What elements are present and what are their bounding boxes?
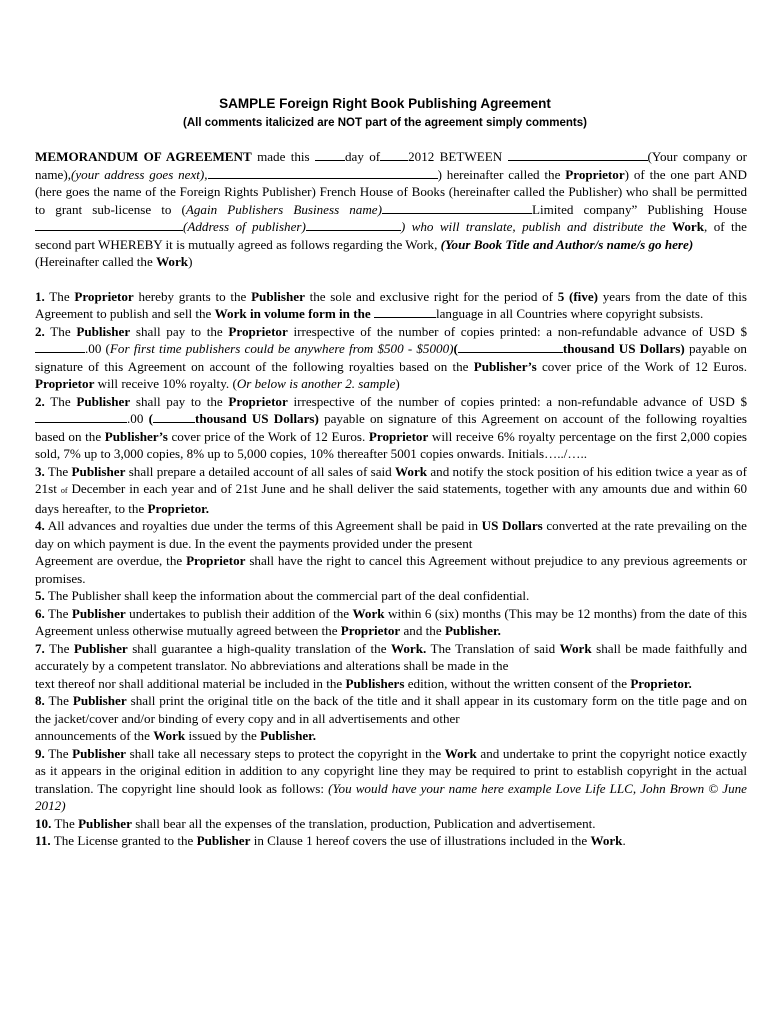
clause-4-continued: Agreement are overdue, the Proprietor shall have the right to cancel this Agreement without prejudice to any previous agreements or promises. bbox=[35, 553, 747, 586]
clause-9: 9. The Publisher shall take all necessary steps to protect the copyright in the Work and undertake to print the copyright notice exactly as it appears in the original edition in addition to any copyright line they may be required to print to establish copyright in the actual translation. The copyright line should look as follows: (You would have your name here example Love Life LLC, John Brown © June 2012) bbox=[35, 745, 747, 813]
clause-6: 6. The Publisher undertakes to publish their addition of the Work within 6 (six) months (This may be 12 months) from the date of this Agreement unless otherwise mutually agreed between the Proprietor and the Publisher. bbox=[35, 605, 747, 638]
publisher-address-blank bbox=[306, 218, 401, 231]
month-blank bbox=[380, 148, 408, 161]
memorandum-heading: MEMORANDUM OF AGREEMENT bbox=[35, 149, 252, 164]
clause-7: 7. The Publisher shall guarantee a high-quality translation of the Work. The Translation of said Work shall be made faithfully and accurately by a competent translator. No abbreviations and alterations shall be made in the bbox=[35, 640, 748, 673]
clause-8: 8. The Publisher shall print the original title on the back of the title and it shall appear in its customary form on the title page and on the jacket/cover and/or binding of every copy and in all advertisements and other bbox=[35, 693, 748, 726]
document-title: SAMPLE Foreign Right Book Publishing Agreement bbox=[219, 96, 551, 111]
clause-11: 11. The License granted to the Publisher in Clause 1 hereof covers the use of illustrations included in the Work. bbox=[35, 833, 626, 848]
clause-3: 3. The Publisher shall prepare a detailed account of all sales of said Work and notify the stock position of his edition twice a year as of 21st of December in each year and of 21st June and he shall deliver the said statements, together with any amounts due and within 60 days hereafter, to the Proprietor. bbox=[35, 463, 747, 516]
clause-10: 10. The Publisher shall bear all the expenses of the translation, production, Publication and advertisement. bbox=[35, 815, 596, 831]
day-blank bbox=[315, 148, 345, 161]
clause-2b: 2. The Publisher shall pay to the Proprietor irrespective of the number of copies printed: a non-refundable advance of USD $.00 ( thousand US Dollars) payable on signature of this Agreement on account of the following royalties based on the Publisher’s cover price of the Work of 12 Euros. Proprietor will receive 6% royalty percentage on the first 2,000 copies sold, 7% up to 3,000 copies, 8% up to 5,000 copies, 10% thereafter 5001 copies onwards. Initials…../….. bbox=[35, 393, 748, 461]
language-blank bbox=[374, 305, 436, 318]
clause-5: 5. The Publisher shall keep the information about the commercial part of the deal confidential. bbox=[35, 588, 530, 603]
advance-amount-blank bbox=[35, 340, 85, 353]
clause-7-continued: text thereof nor shall additional material be included in the Publishers edition, without the written consent of the Proprietor. bbox=[35, 675, 692, 691]
business-name-blank bbox=[382, 201, 532, 214]
memorandum-paragraph: MEMORANDUM OF AGREEMENT made this day of 2012 BETWEEN (Your company or name),(your address goes next), ) hereinafter called the Proprietor) of the one part AND (here goes the name of the Foreign Rights Publisher) French House of Books (hereinafter called the Publisher) who shall be permitted to grant sub-license to (Again Publishers Business name) Limited company” Publishing House(Address of publisher) ) who will translate, publish and distribute the Work, of the second part WHEREBY it is mutually agreed as follows regarding the Work, (Your Book Title and Author/s name/s go here) (Hereinafter called the Work) bbox=[35, 149, 747, 269]
your-name-blank bbox=[508, 148, 648, 161]
agreement-body bbox=[35, 148, 747, 850]
clause-4: 4. All advances and royalties due under the terms of this Agreement shall be paid in US Dollars converted at the rate prevailing on the day on which payment is due. In the event the payments provided under the present bbox=[35, 518, 747, 551]
clause-8-continued: announcements of the Work issued by the Publisher. bbox=[35, 728, 317, 743]
book-title-note: (Your Book Title and Author/s name/s go here) bbox=[440, 236, 694, 252]
document-subtitle: (All comments italicized are NOT part of the agreement simply comments) bbox=[183, 117, 587, 129]
clause-2a: 2. The Publisher shall pay to the Proprietor irrespective of the number of copies printed: a non-refundable advance of USD $.00 (For first time publishers could be anywhere from $500 - $5000)( thousand US Dollars) payable on signature of this Agreement on account of the following royalties based on the Publisher’s cover price of the Work of 12 Euros. Proprietor will receive 10% royalty. (Or below is another 2. sample) bbox=[35, 323, 748, 391]
publishing-house-blank bbox=[35, 218, 183, 231]
address-blank bbox=[208, 166, 438, 179]
advance-amount-blank-2 bbox=[35, 410, 127, 423]
clause-1: 1. The Proprietor hereby grants to the Publisher the sole and exclusive right for the period of 5 (five) years from the date of this Agreement to publish and sell the Work in volume form in the language in all Countries where copyright subsists. bbox=[35, 288, 747, 321]
thousand-blank bbox=[458, 340, 563, 353]
thousand-blank-2 bbox=[153, 410, 195, 423]
